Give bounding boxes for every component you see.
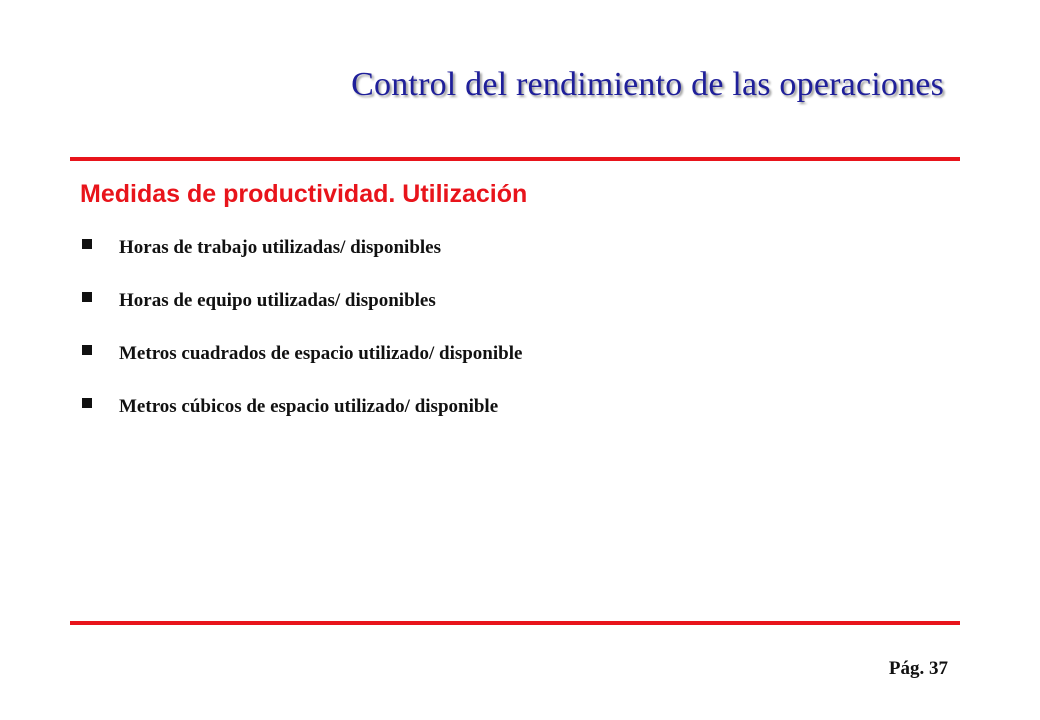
square-bullet-icon [82,398,92,408]
bullet-list [78,234,522,446]
bullet-text: Metros cuadrados de espacio utilizado/ disponible [119,342,523,364]
page-number: Pág. 37 [888,658,948,679]
bullet-text: Metros cúbicos de espacio utilizado/ disponible [119,395,499,417]
bullet-text: Horas de trabajo utilizadas/ disponibles [119,236,441,258]
list-item [78,287,522,314]
square-bullet-icon [82,292,92,302]
list-item [78,340,522,367]
top-divider [70,157,960,161]
list-item [78,234,522,261]
slide-title: Control del rendimiento de las operaciones [351,66,944,103]
square-bullet-icon [82,239,92,249]
list-item [78,393,522,420]
bottom-divider [70,621,960,625]
bullet-text: Horas de equipo utilizadas/ disponibles [119,289,436,311]
square-bullet-icon [82,345,92,355]
section-subtitle: Medidas de productividad. Utilización [80,180,528,208]
